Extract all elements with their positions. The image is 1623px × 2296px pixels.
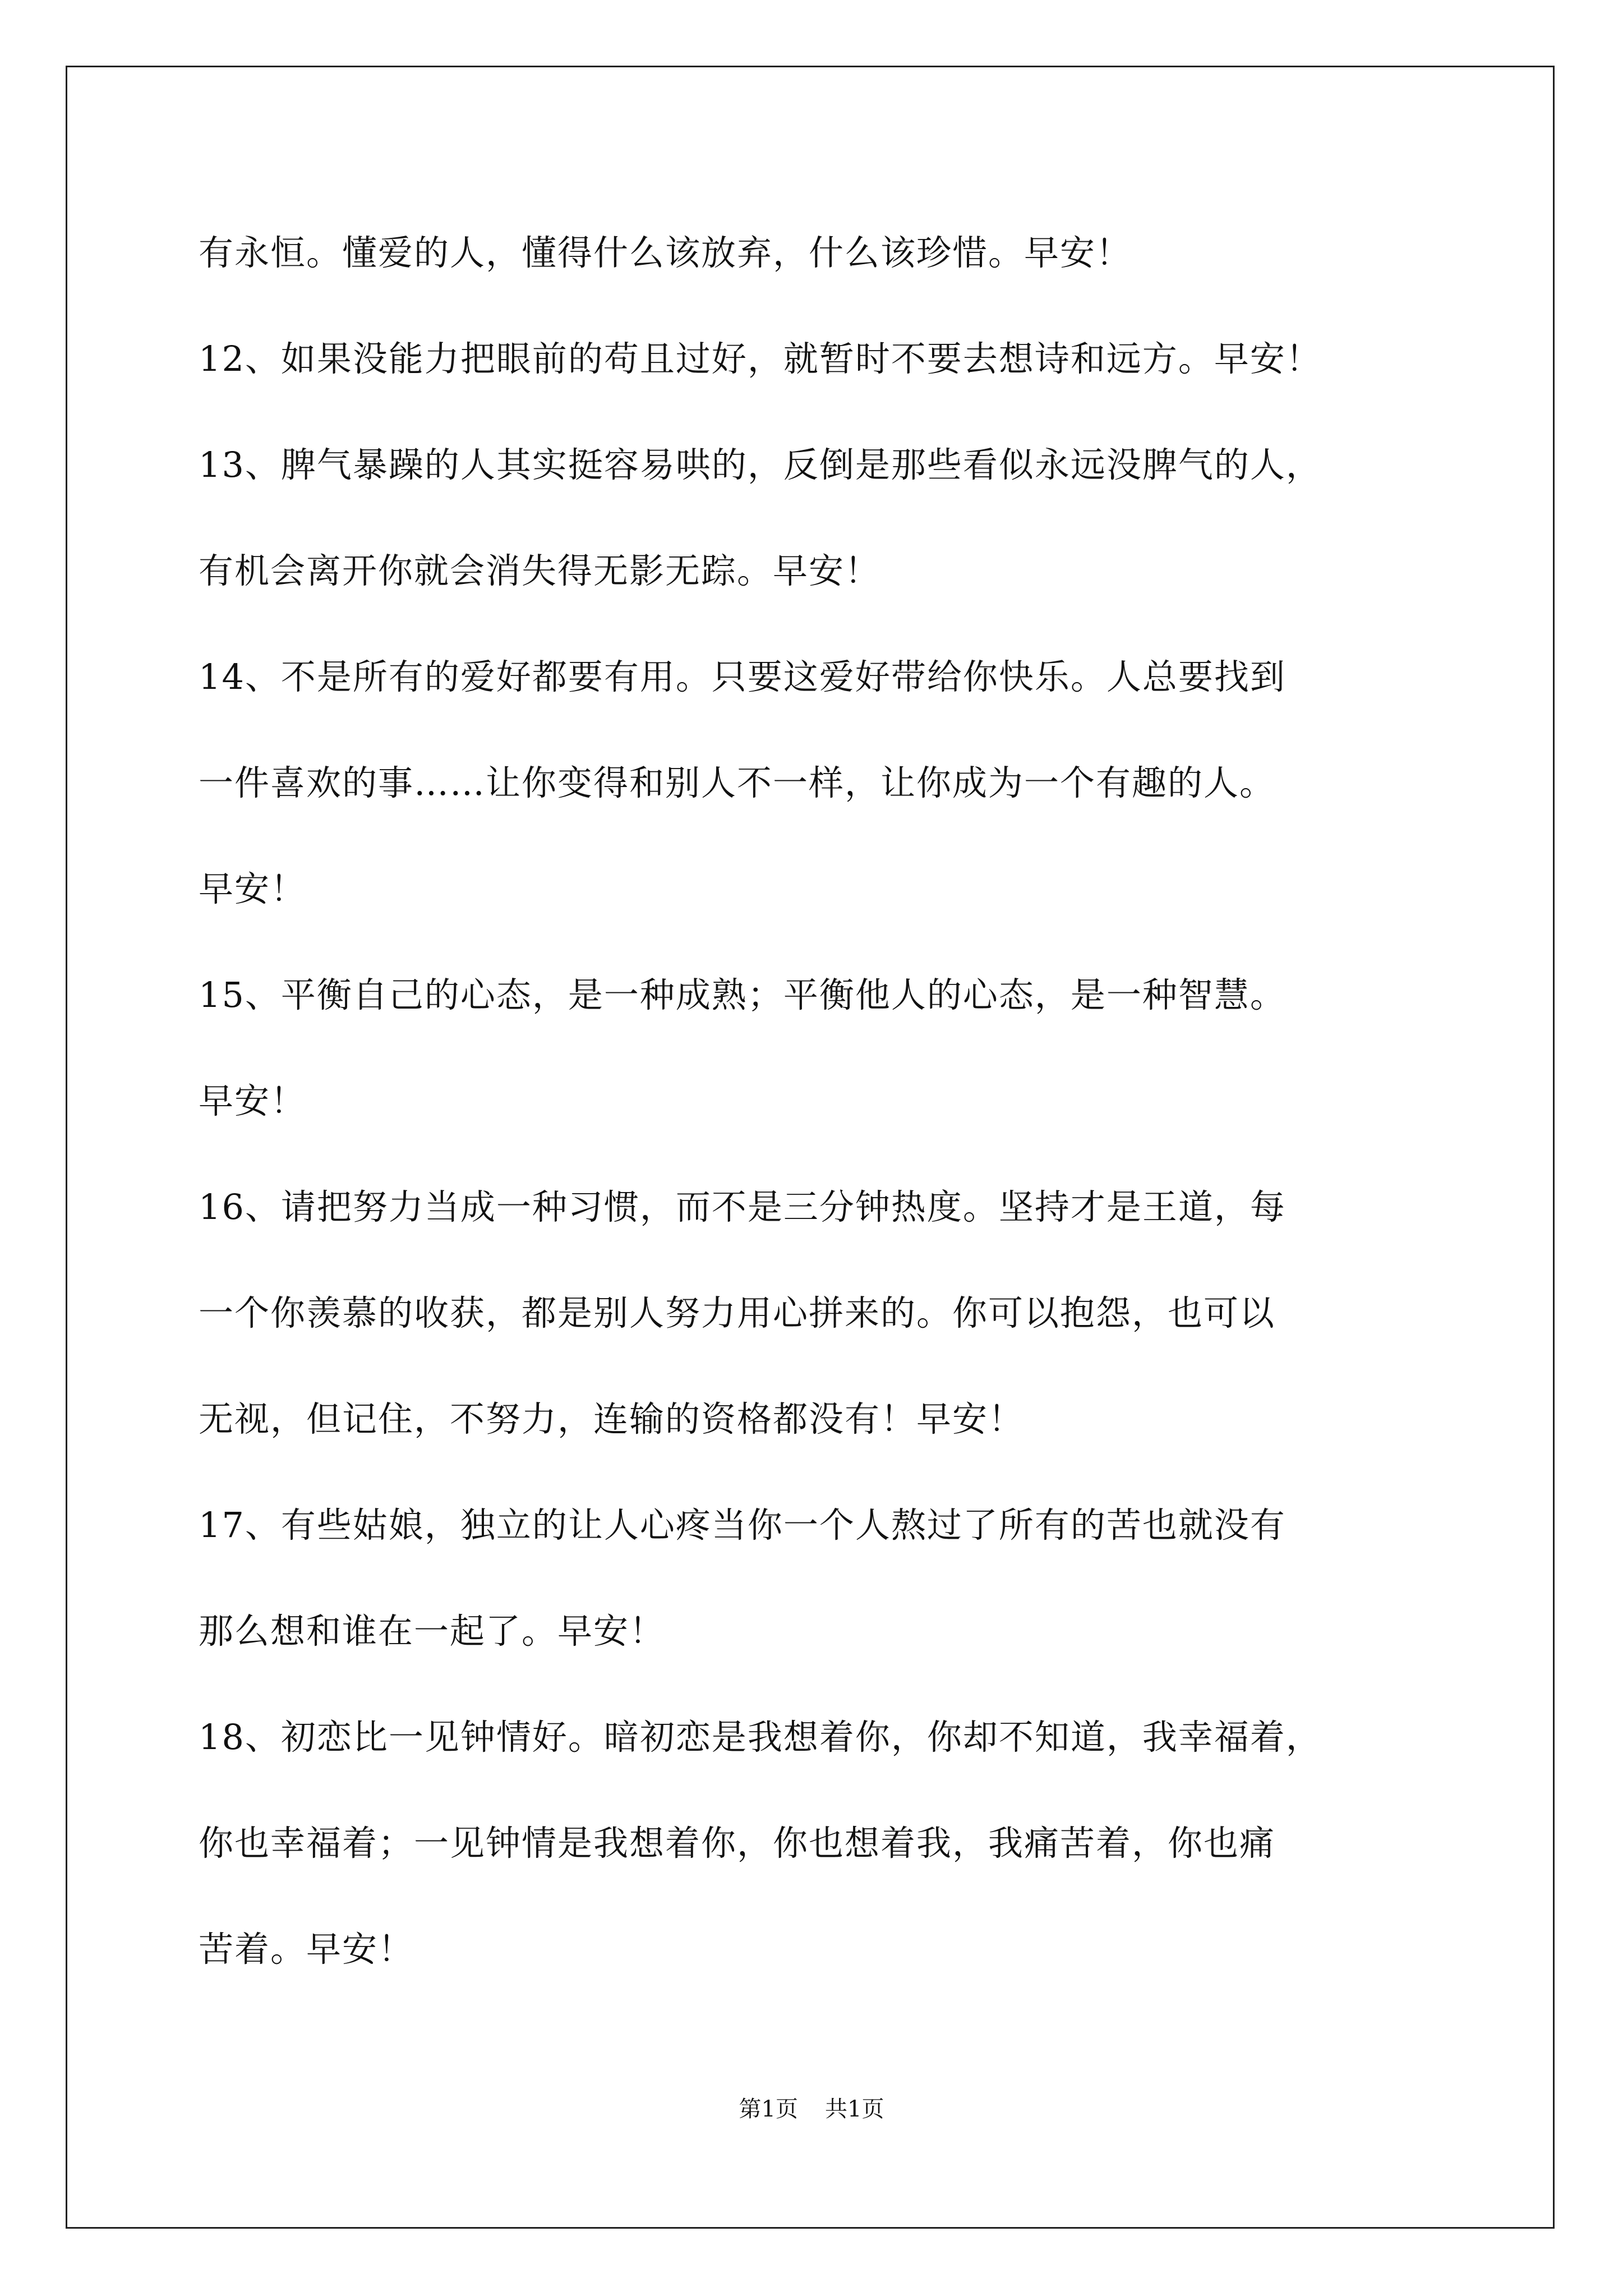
text-line: 17、有些姑娘，独立的让人心疼当你一个人熬过了所有的苦也就没有 xyxy=(199,1504,1286,1545)
text-line: 16、请把努力当成一种习惯，而不是三分钟热度。坚持才是王道，每 xyxy=(199,1186,1286,1227)
text-line: 早安！ xyxy=(199,868,307,909)
text-line: 早安！ xyxy=(199,1080,307,1121)
text-line: 13、脾气暴躁的人其实挺容易哄的，反倒是那些看似永远没脾气的人， xyxy=(199,444,1322,485)
text-line: 12、如果没能力把眼前的苟且过好，就暂时不要去想诗和远方。早安！ xyxy=(199,338,1322,379)
text-line: 那么想和谁在一起了。早安！ xyxy=(199,1611,666,1651)
text-line: 15、平衡自己的心态，是一种成熟；平衡他人的心态，是一种智慧。 xyxy=(199,974,1286,1015)
text-line: 有机会离开你就会消失得无影无踪。早安！ xyxy=(199,550,881,591)
page-footer xyxy=(0,2093,1623,2125)
text-line: 14、不是所有的爱好都要有用。只要这爱好带给你快乐。人总要找到 xyxy=(199,656,1286,697)
page-number: 第1页 xyxy=(739,2096,798,2122)
page-total: 共1页 xyxy=(825,2096,884,2122)
text-line: 你也幸福着；一见钟情是我想着你，你也想着我，我痛苦着，你也痛 xyxy=(199,1823,1276,1864)
text-line: 一件喜欢的事……让你变得和别人不一样，让你成为一个有趣的人。 xyxy=(199,762,1276,803)
text-line: 一个你羡慕的收获，都是别人努力用心拼来的。你可以抱怨，也可以 xyxy=(199,1292,1276,1333)
text-line: 18、初恋比一见钟情好。暗初恋是我想着你，你却不知道，我幸福着， xyxy=(199,1717,1322,1757)
text-line: 苦着。早安！ xyxy=(199,1929,414,1970)
text-line: 有永恒。懂爱的人，懂得什么该放弃，什么该珍惜。早安！ xyxy=(199,232,1132,273)
page-border xyxy=(66,66,1555,2229)
text-line: 无视，但记住，不努力，连输的资格都没有！早安！ xyxy=(199,1398,1025,1439)
